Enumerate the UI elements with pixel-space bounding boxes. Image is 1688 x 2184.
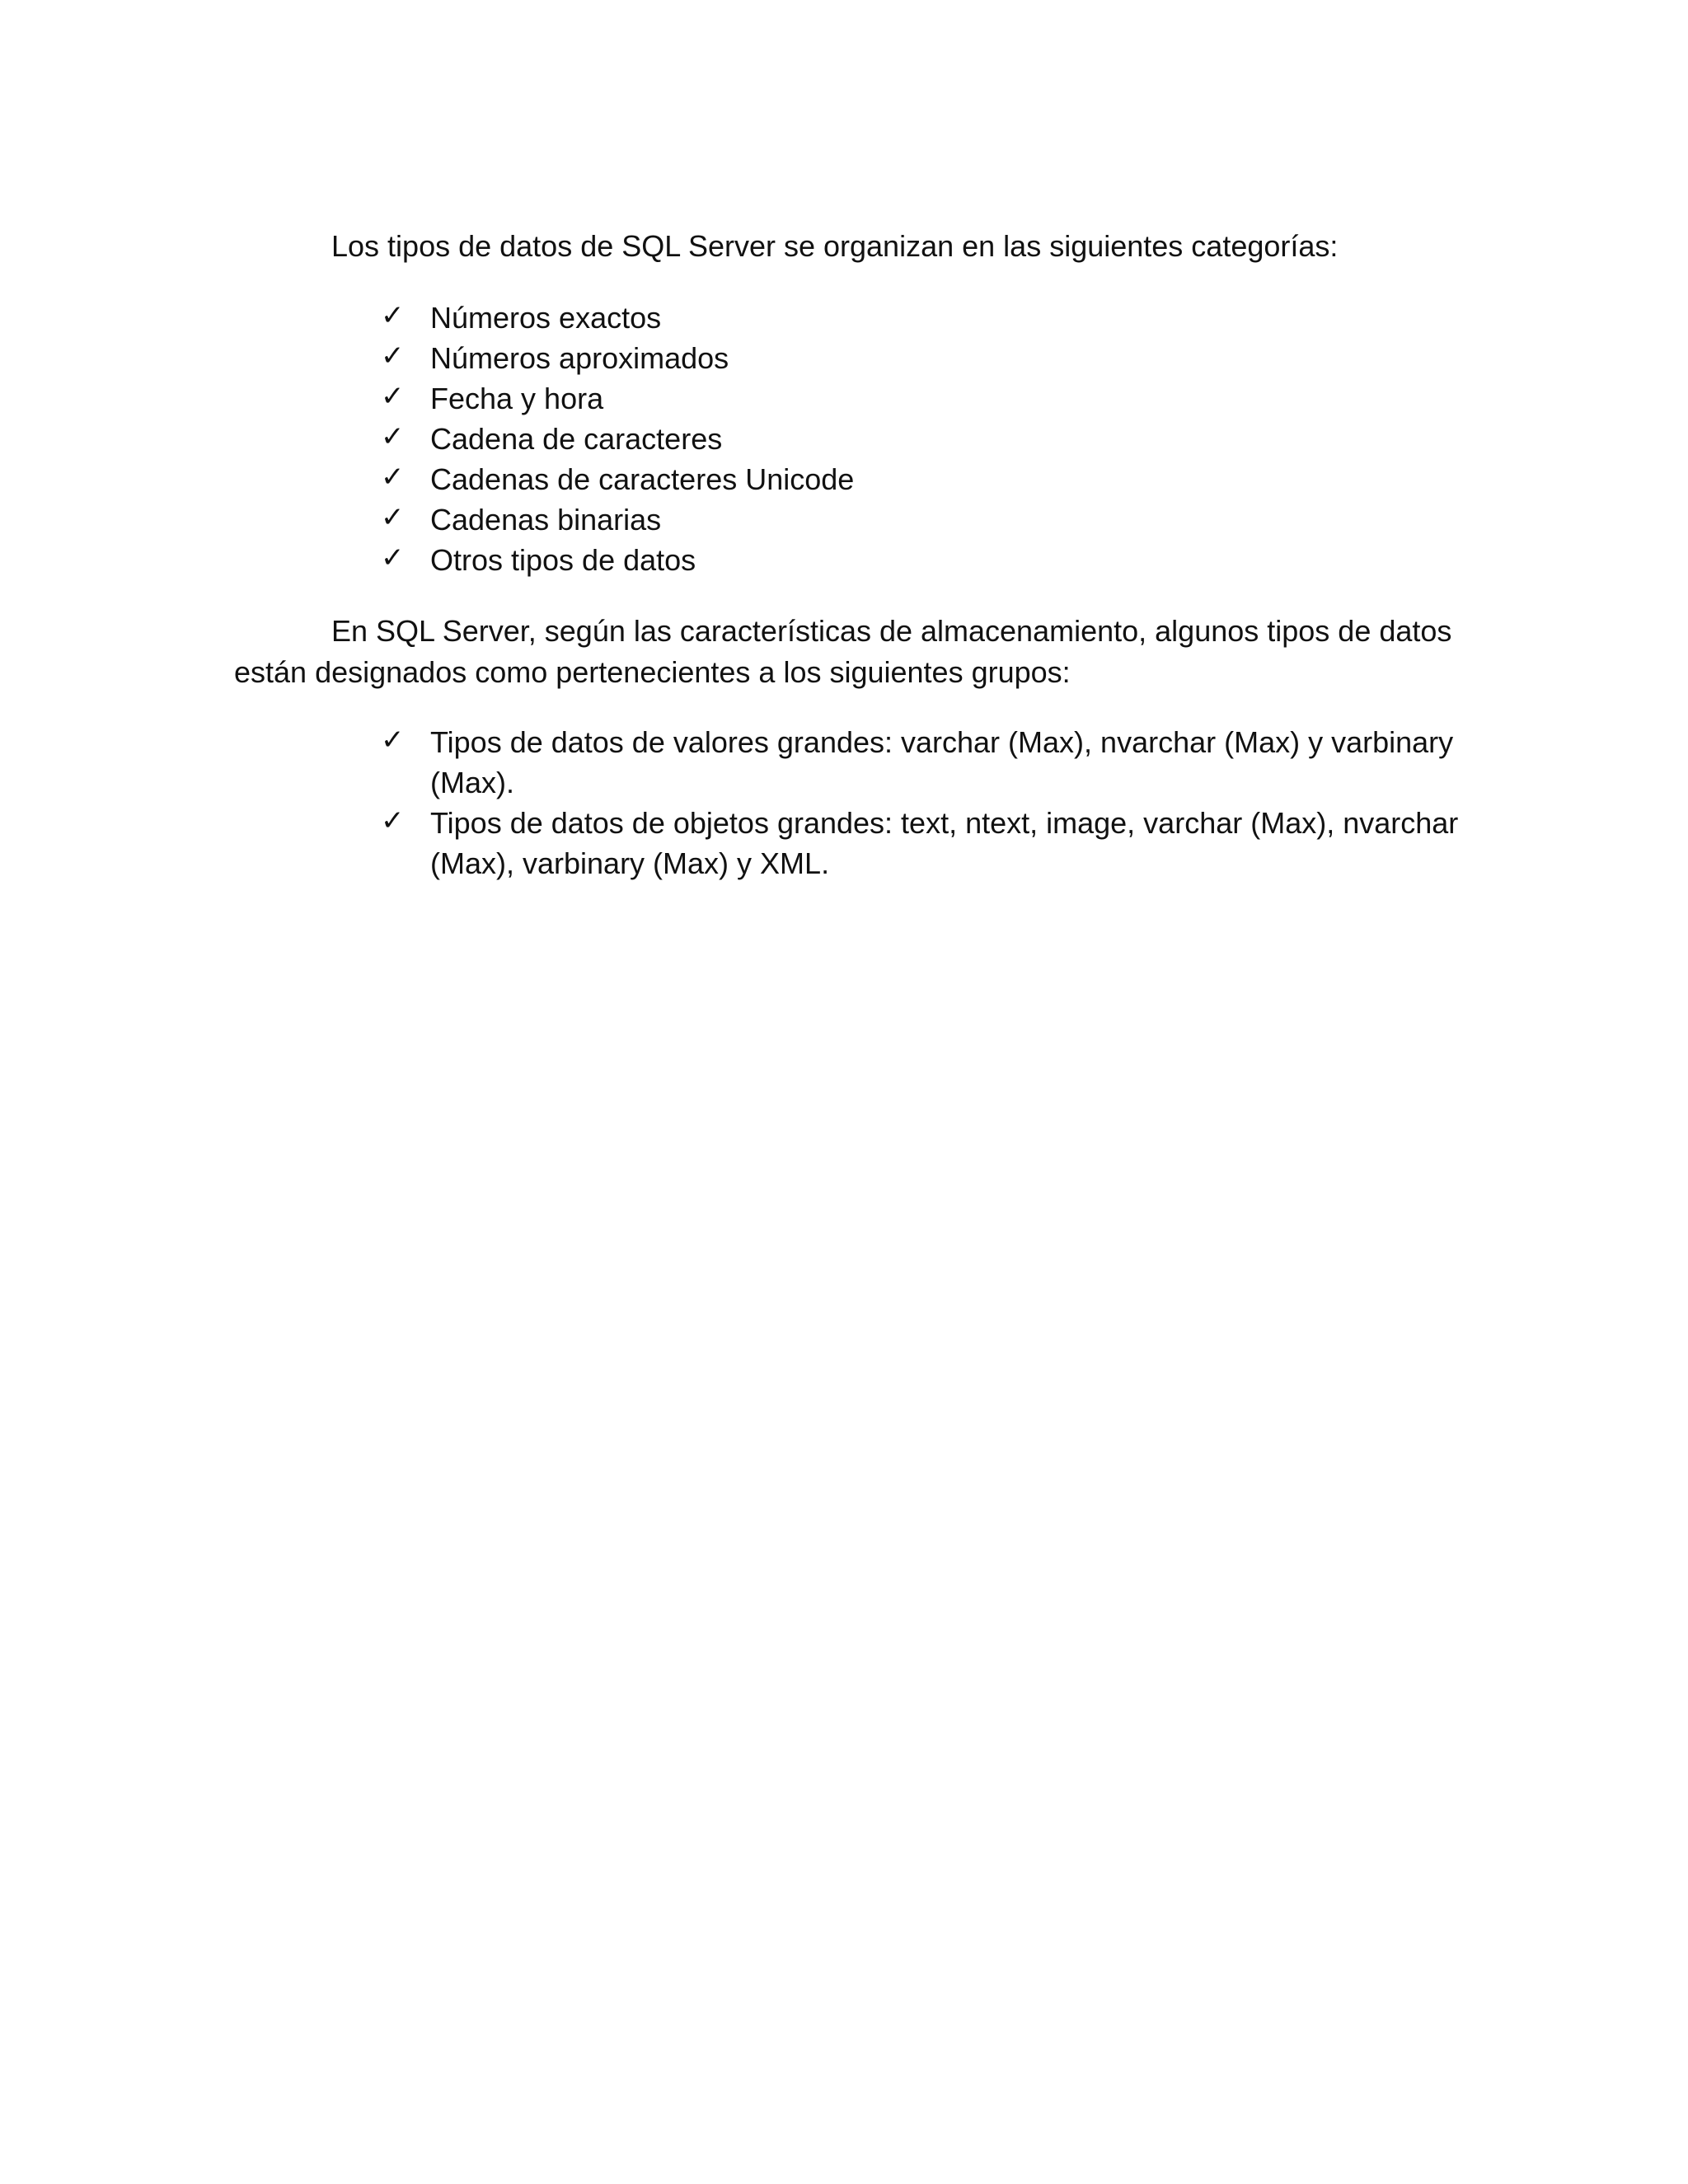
list-item [381, 459, 854, 499]
categories-list [381, 298, 854, 580]
list-item [381, 298, 854, 338]
groups-paragraph-line1: En SQL Server, según las características de almacenamiento, algunos tipos de datos [331, 614, 1452, 648]
groups-paragraph [234, 611, 1487, 693]
list-item [381, 540, 854, 580]
checkmark-icon: ✓ [381, 299, 405, 332]
list-item-text: Fecha y hora [430, 382, 604, 415]
checkmark-icon: ✓ [381, 724, 405, 757]
list-item [381, 378, 854, 419]
checkmark-icon: ✓ [381, 340, 405, 373]
checkmark-icon: ✓ [381, 541, 405, 574]
groups-list [381, 722, 1485, 883]
list-item-text: Números exactos [430, 301, 662, 335]
list-item-text: Cadena de caracteres [430, 422, 723, 456]
list-item [381, 803, 1485, 883]
checkmark-icon: ✓ [381, 461, 405, 494]
checkmark-icon: ✓ [381, 804, 405, 837]
checkmark-icon: ✓ [381, 420, 405, 453]
list-item [381, 338, 854, 378]
list-item [381, 722, 1485, 803]
list-item-text: Cadenas de caracteres Unicode [430, 462, 855, 496]
list-item-text: Cadenas binarias [430, 503, 662, 537]
checkmark-icon: ✓ [381, 501, 405, 534]
groups-paragraph-line2: están designados como pertenecientes a los siguientes grupos: [234, 655, 1071, 689]
list-item-text: Tipos de datos de objetos grandes: text, ntext, image, varchar (Max), nvarchar (Max), varbinary (Max) y XML. [430, 806, 1459, 880]
list-item-text: Otros tipos de datos [430, 543, 696, 577]
list-item [381, 419, 854, 459]
intro-paragraph: Los tipos de datos de SQL Server se organizan en las siguientes categorías: [331, 229, 1339, 263]
checkmark-icon: ✓ [381, 380, 405, 413]
list-item-text: Tipos de datos de valores grandes: varchar (Max), nvarchar (Max) y varbinary (Max). [430, 725, 1454, 799]
list-item-text: Números aproximados [430, 341, 729, 375]
list-item [381, 499, 854, 540]
